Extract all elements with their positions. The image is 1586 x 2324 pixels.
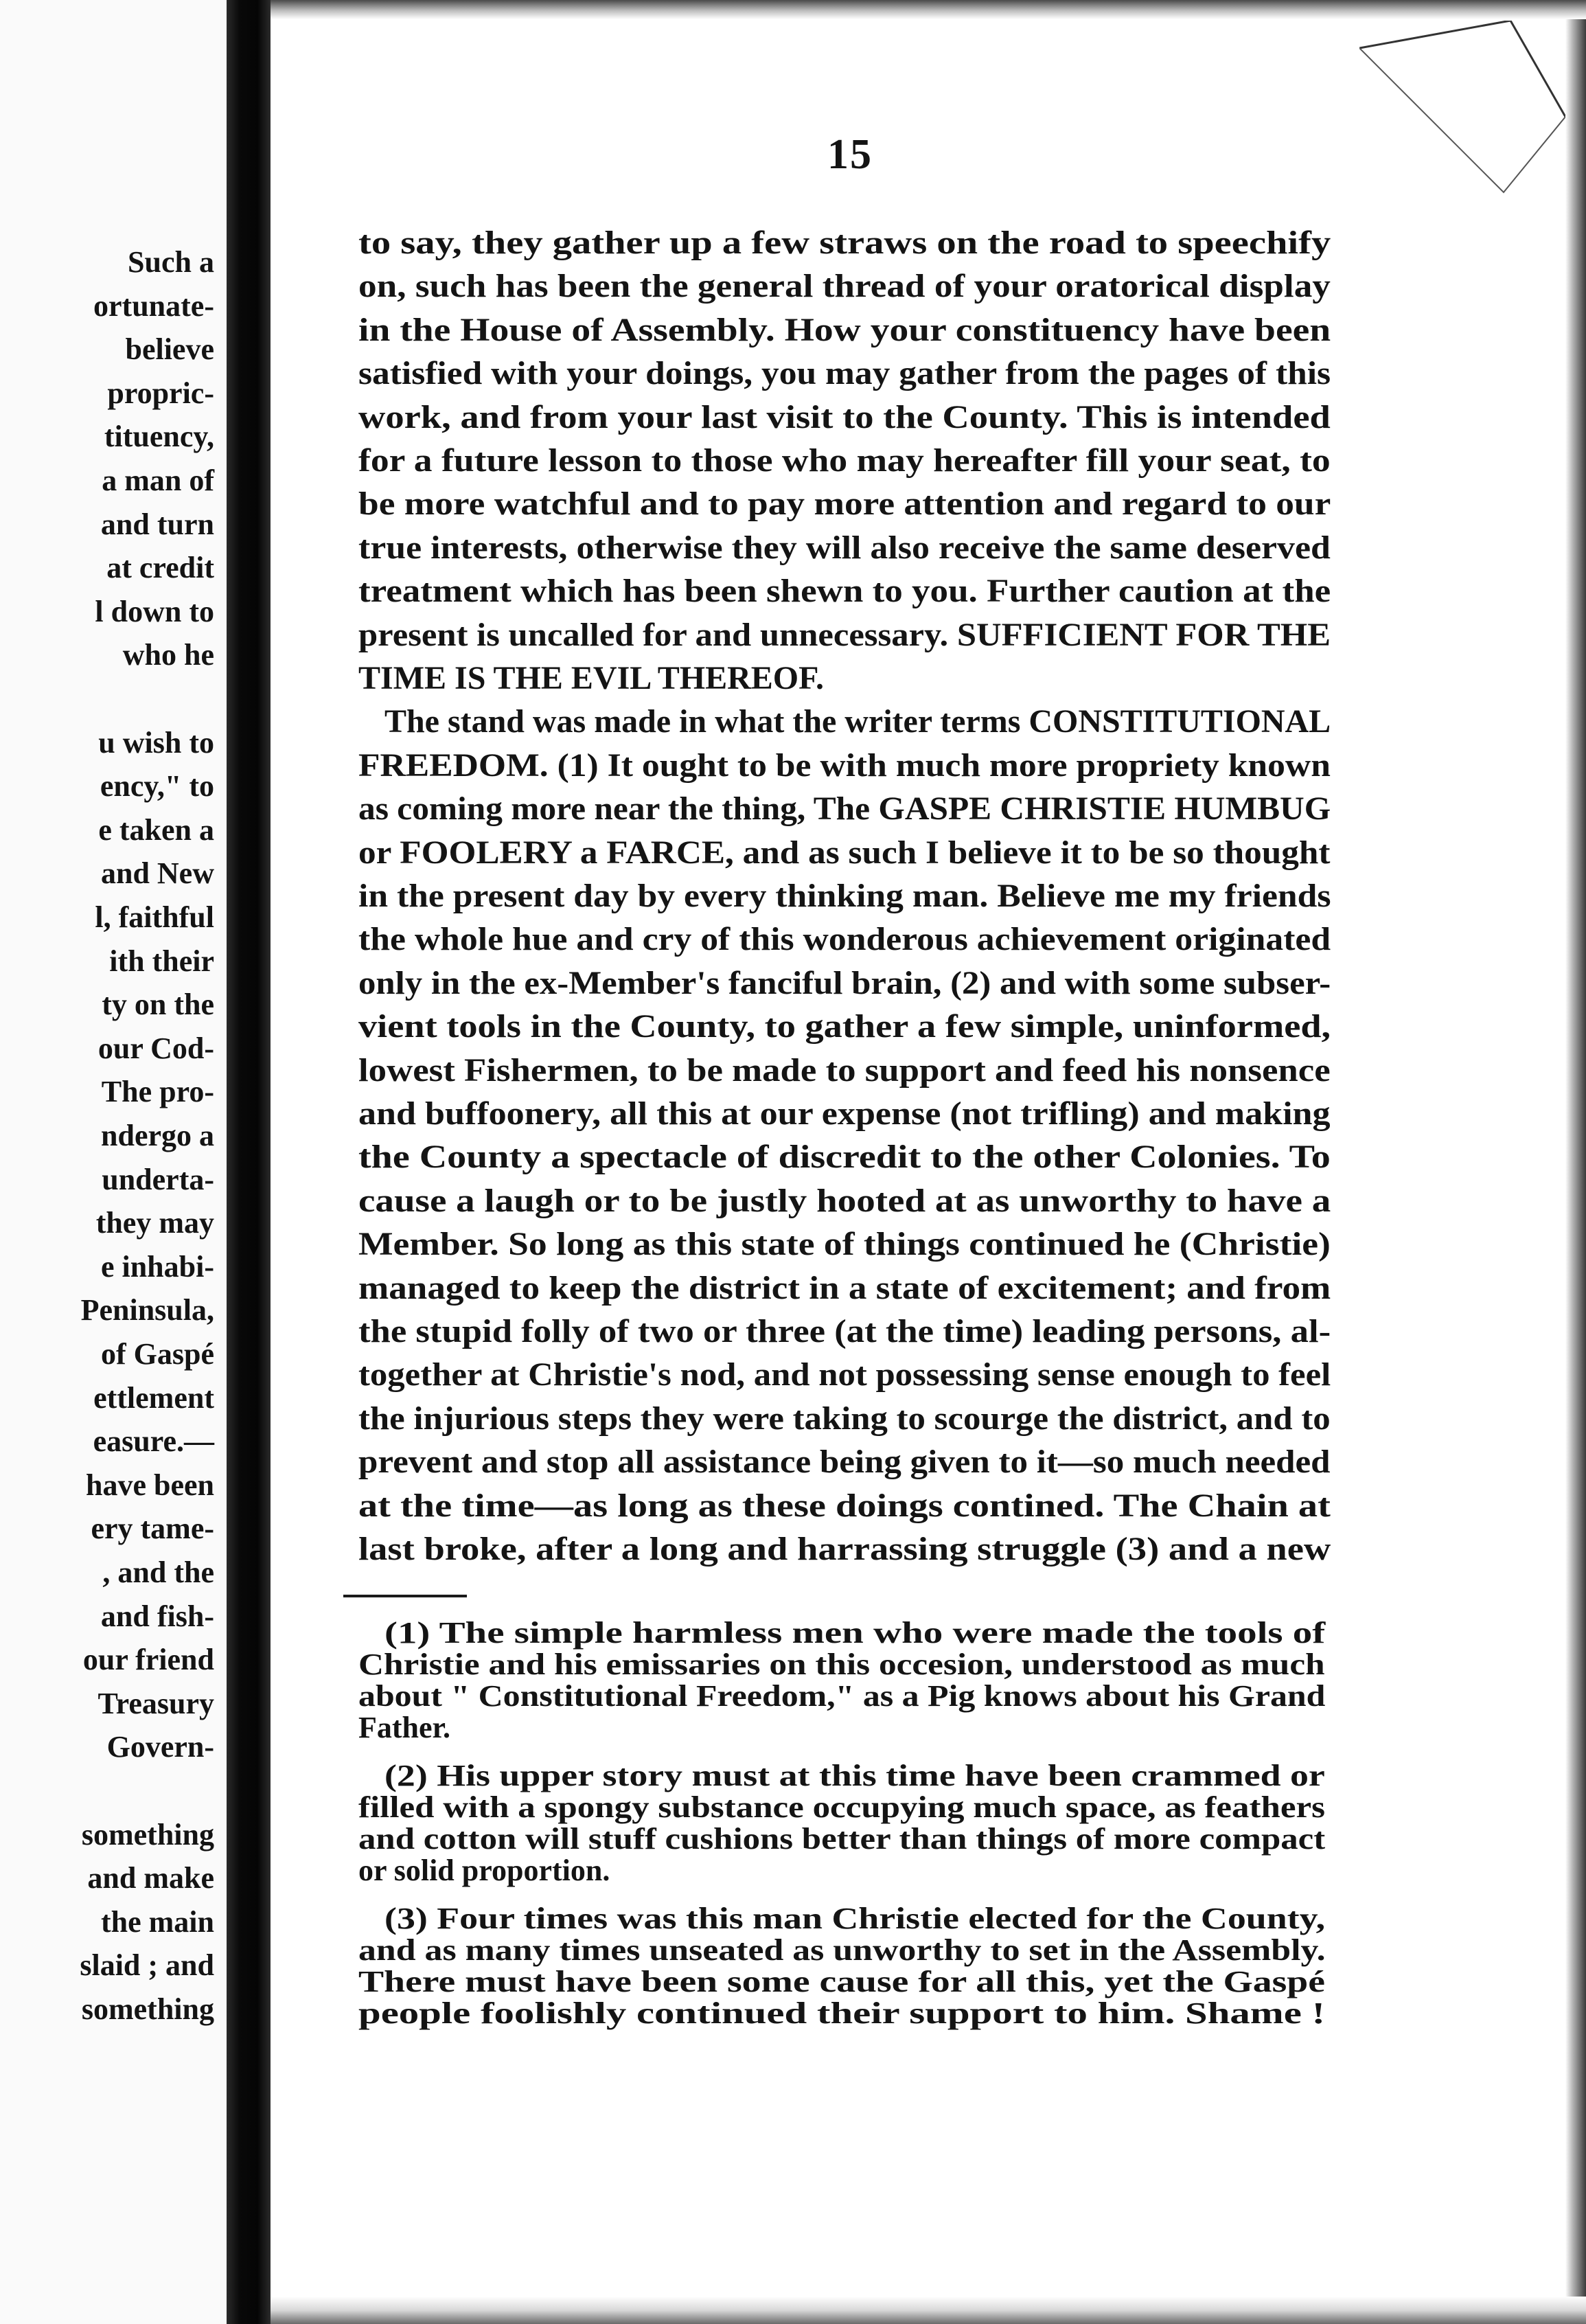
previous-page-line: The pro- <box>101 1075 214 1109</box>
previous-page-line: l, faithful <box>95 900 214 934</box>
previous-page-line: who he <box>122 638 214 672</box>
body-line: present is uncalled for and unnecessary. SUFFICIENT FOR THE <box>358 616 1331 653</box>
previous-page-line: slaid ; and <box>80 1948 214 1983</box>
body-line: prevent and stop all assistance being given to it—so much needed <box>358 1444 1331 1481</box>
previous-page-line: ency," to <box>100 769 214 804</box>
previous-page-line: Such a <box>128 245 214 279</box>
body-line: to say, they gather up a few straws on the road to speechify <box>358 225 1331 261</box>
footnote-line: and cotton will stuff cushions better than things of more compact <box>358 1822 1326 1856</box>
previous-page-line: at credit <box>106 551 214 585</box>
previous-page-line: a man of <box>102 464 214 497</box>
body-line: treatment which has been shewn to you. Further caution at the <box>358 573 1331 610</box>
body-line: only in the ex-Member's fanciful brain, (2) and with some subser- <box>358 964 1331 1001</box>
body-line: at the time—as long as these doings contined. The Chain at <box>358 1487 1331 1524</box>
previous-page-line: the main <box>101 1904 214 1939</box>
page-bottom-edge-shadow <box>271 2297 1586 2324</box>
body-line: work, and from your last visit to the County. This is intended <box>358 398 1331 435</box>
previous-page-line: our friend <box>82 1643 214 1677</box>
body-line: the stupid folly of two or three (at the time) leading persons, al- <box>358 1313 1331 1349</box>
body-line: the County a spectacle of discredit to the other Colonies. To <box>358 1139 1331 1176</box>
footnote-line: Christie and his emissaries on this occesion, understood as much <box>358 1648 1325 1681</box>
previous-page-edge <box>0 0 227 2324</box>
previous-page-line: they may <box>95 1206 214 1240</box>
body-line: vient tools in the County, to gather a few simple, uninformed, <box>358 1008 1331 1045</box>
body-line: FREEDOM. (1) It ought to be with much more propriety known <box>358 747 1331 784</box>
body-line: be more watchful and to pay more attention and regard to our <box>358 486 1331 523</box>
footnote-separator <box>343 1595 467 1597</box>
body-line: together at Christie's nod, and not possessing sense enough to feel <box>358 1356 1331 1393</box>
body-line: The stand was made in what the writer terms CONSTITUTIONAL <box>384 703 1331 740</box>
body-line: cause a laugh or to be justly hooted at as unworthy to have a <box>358 1182 1331 1219</box>
previous-page-line: l down to <box>95 594 214 628</box>
previous-page-line: and fish- <box>100 1599 214 1633</box>
previous-page-line: and New <box>100 856 214 891</box>
body-line: Member. So long as this state of things continued he (Christie) <box>358 1226 1331 1263</box>
footnote-line: people foolishly continued their support to him. Shame ! <box>358 1996 1326 2030</box>
previous-page-line: ith their <box>109 944 214 978</box>
previous-page-line: have been <box>86 1468 214 1502</box>
previous-page-line: Govern- <box>106 1730 214 1764</box>
body-line: in the present day by every thinking man. Believe me my friends <box>358 878 1331 914</box>
previous-page-line: and turn <box>100 507 214 541</box>
book-gutter <box>227 0 271 2324</box>
body-line: and buffoonery, all this at our expense (not trifling) and making <box>358 1095 1331 1132</box>
previous-page-line: our Cod- <box>97 1031 214 1065</box>
footnote-line: Father. <box>358 1711 451 1744</box>
previous-page-line: Treasury <box>97 1686 214 1720</box>
previous-page-line: u wish to <box>98 725 214 760</box>
previous-page-line: underta- <box>102 1162 214 1196</box>
previous-page-line: and make <box>87 1861 214 1895</box>
previous-page-line: believe <box>125 332 214 367</box>
previous-page-line: ndergo a <box>101 1119 214 1152</box>
body-line: satisfied with your doings, you may gather from the pages of this <box>358 355 1331 392</box>
previous-page-line: ettlement <box>93 1380 214 1415</box>
body-line: or FOOLERY a FARCE, and as such I believe it to be so thought <box>358 834 1331 871</box>
footnote-line: about " Constitutional Freedom," as a Pig knows about his Grand <box>358 1679 1326 1713</box>
page-top-edge-shadow <box>271 0 1586 19</box>
body-line: lowest Fishermen, to be made to support and feed his nonsence <box>358 1051 1331 1089</box>
footnote-line: filled with a spongy substance occupying much space, as feathers <box>358 1790 1325 1824</box>
body-line: true interests, otherwise they will also receive the same deserved <box>358 529 1331 566</box>
body-line: in the House of Assembly. How your constituency have been <box>358 311 1331 348</box>
previous-page-line: tituency, <box>104 420 214 454</box>
body-line: the whole hue and cry of this wonderous achievement originated <box>358 921 1331 958</box>
previous-page-line: ery tame- <box>91 1512 214 1546</box>
footnote-line: (3) Four times was this man Christie elected for the County, <box>384 1902 1326 1935</box>
previous-page-line: of Gaspé <box>101 1337 214 1371</box>
footnote-line: and as many times unseated as unworthy to set in the Assembly. <box>358 1933 1326 1967</box>
previous-page-line: ty on the <box>102 988 214 1022</box>
footnote-line: or solid proportion. <box>358 1854 610 1887</box>
footnote-line: There must have been some cause for all this, yet the Gaspé <box>358 1965 1325 1998</box>
body-line: for a future lesson to those who may hereafter fill your seat, to <box>358 442 1331 479</box>
body-line: last broke, after a long and harrassing struggle (3) and a new <box>358 1531 1331 1567</box>
previous-page-line: ortunate- <box>93 288 214 323</box>
footnote-line: (1) The simple harmless men who were made the tools of <box>384 1616 1326 1650</box>
body-line: TIME IS THE EVIL THEREOF. <box>358 660 825 696</box>
previous-page-line: something <box>81 1817 214 1852</box>
body-line: on, such has been the general thread of your oratorical display <box>358 268 1331 305</box>
previous-page-line: e inhabi- <box>100 1249 214 1284</box>
page-right-edge-shadow <box>1565 0 1586 2324</box>
folded-corner-mark <box>1359 21 1565 206</box>
body-line: managed to keep the district in a state of excitement; and from <box>358 1269 1331 1306</box>
previous-page-line: Peninsula, <box>80 1293 214 1328</box>
footnote-line: (2) His upper story must at this time have been crammed or <box>384 1759 1325 1792</box>
previous-page-line: easure.— <box>93 1424 214 1459</box>
previous-page-line: propric- <box>107 376 214 410</box>
previous-page-line: something <box>81 1992 214 2026</box>
page-number: 15 <box>827 131 873 178</box>
body-line: the injurious steps they were taking to scourge the district, and to <box>358 1400 1331 1437</box>
previous-page-line: e taken a <box>98 812 214 847</box>
previous-page-line: , and the <box>102 1556 214 1589</box>
body-line: as coming more near the thing, The GASPE CHRISTIE HUMBUG <box>358 790 1331 828</box>
